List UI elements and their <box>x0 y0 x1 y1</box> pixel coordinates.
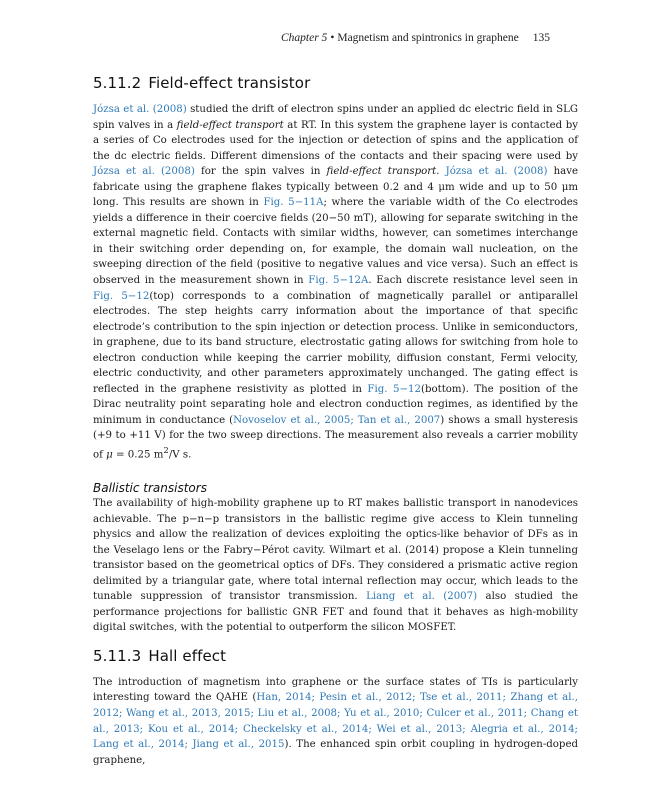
text-run: The availability of high-mobility graphene up to RT makes ballistic transport in nanodevices achievable. The p−n−p transistors in the ballistic regime give access to Klein tunneling physics and allow the realization of devices exploiting the optics-like behavior of DFs as in the Veselago lens or the Fabry−Pérot cavity. Wilmart et al. (2014) propose a Klein tunneling transistor based on the geometrical optics of DFs. They considered a prismatic active region delimited by a triangular gate, where total internal reflection may occur, which leads to the tunable suppression of transistor transmission. <box>93 497 578 603</box>
page-body <box>93 74 578 768</box>
text-run: /V s. <box>168 449 192 461</box>
text-run: at RT. In this system the graphene layer is contacted by a series of Co electrodes used for the injection or detection of spins and the application of the dc electric fields. Different dimensions of the contacts and their spacing were used by <box>93 119 578 162</box>
superscript: 2 <box>163 446 169 457</box>
chapter-label: Chapter 5 <box>280 32 328 44</box>
figure-link[interactable]: Fig. 5−12A <box>308 275 369 287</box>
section-number: 5.11.2 <box>93 74 142 92</box>
text-run: (bottom). The position of the Dirac neutrality point separating hole and electron conduction regimes, as identified by the minimum in conductance ( <box>93 383 578 426</box>
emphasis: field-effect transport <box>176 119 284 131</box>
section-heading-field-effect-transistor <box>93 74 578 92</box>
text-run: ) shows a small hysteresis (+9 to +11 V) for the two sweep directions. The measurement also reveals a carrier mobility of <box>93 414 578 461</box>
text-run: . <box>436 166 446 178</box>
figure-link[interactable]: Fig. 5−12 <box>93 290 150 302</box>
section-number: 5.11.3 <box>93 646 142 665</box>
section-title: Field-effect transistor <box>148 74 311 92</box>
text-run: ; where the variable width of the Co electrodes yields a difference in their coercive fields (20−50 mT), allowing for separate switching in the external magnetic field. Contacts with similar widths, however, can sometimes interchange in their switching order depending on, for example, the domain wall nucleation, on the sweeping direction of the field (positive to negative values and vice versa). Such an effect is observed in the measurement shown in <box>93 197 579 287</box>
text-run: ). The enhanced spin orbit coupling in hydrogen-doped graphene, <box>93 739 578 766</box>
text-run: (top) corresponds to a combination of magnetically parallel or antiparallel electrodes. The step heights carry information about the importance of that specific electrode’s contribution to the spin injection or detection process. Unlike in semiconductors, in graphene, due to its band structure, electrostatic gating allows for switching from hole to electron conduction while keeping the carrier mobility, diffusion constant, Fermi velocity, electric conductivity, and other parameters approximately unchanged. The gating effect is reflected in the graphene resistivity as plotted in <box>93 290 579 395</box>
citation-link[interactable]: Józsa et al. (2008) <box>445 166 548 178</box>
citation-link[interactable]: Józsa et al. (2008) <box>93 104 187 115</box>
text-run: for the spin valves in <box>194 166 327 178</box>
paragraph-ballistic-transistors <box>93 496 578 636</box>
emphasis: field-effect transport <box>326 166 437 178</box>
text-run: also studied the performance projections for ballistic GNR FET and found that it behaves as high-mobility digital switches, with the potential to outperform the silicon MOSFET. <box>93 591 578 634</box>
page-number: 135 <box>532 32 550 44</box>
spacer <box>93 636 578 647</box>
running-header <box>281 32 550 44</box>
subsection-heading-ballistic-transistors: Ballistic transistors <box>93 480 207 495</box>
text-run: = 0.25 m <box>112 449 164 461</box>
figure-link[interactable]: Fig. 5−12 <box>367 383 421 395</box>
header-separator: • <box>330 32 335 44</box>
section-heading-hall-effect <box>93 647 578 665</box>
spacer <box>93 463 578 473</box>
text-run: studied the drift of electron spins under an applied dc electric field in SLG spin valves in a <box>93 104 578 131</box>
text-run: have fabricate using the graphene flakes typically between 0.2 and 4 μm wide and up to 50 μm long. This results are shown in <box>93 166 579 209</box>
chapter-title: Magnetism and spintronics in graphene <box>337 32 519 44</box>
text-run: . Each discrete resistance level seen in <box>368 275 578 287</box>
citation-link[interactable]: Novoselov et al., 2005; Tan et al., 2007 <box>233 414 441 426</box>
citation-link[interactable]: Han, 2014; Pesin et al., 2012; Tse et al., 2011; Zhang et al., 2012; Wang et al., 2013, 2015; Liu et al., 2008; Yu et al., 2010; Culcer et al., 2011; Chang et al., 2013; Kou et al., 2014; Checkelsky et al., 2014; Wei et al., 2013; Alegria et al., 2014; Lang et al., 2014; Jiang et al., 2015 <box>93 692 578 751</box>
citation-link[interactable]: Józsa et al. (2008) <box>93 166 195 178</box>
paragraph-hall-effect <box>93 675 578 768</box>
mu-symbol: μ <box>106 449 113 461</box>
text-run: The introduction of magnetism into graphene or the surface states of TIs is particularly interesting toward the QAHE ( <box>93 676 578 704</box>
paragraph-field-effect-transistor <box>93 102 578 463</box>
figure-link[interactable]: Fig. 5−11A <box>263 197 324 209</box>
section-title: Hall effect <box>148 646 227 665</box>
citation-link[interactable]: Liang et al. (2007) <box>366 591 478 603</box>
